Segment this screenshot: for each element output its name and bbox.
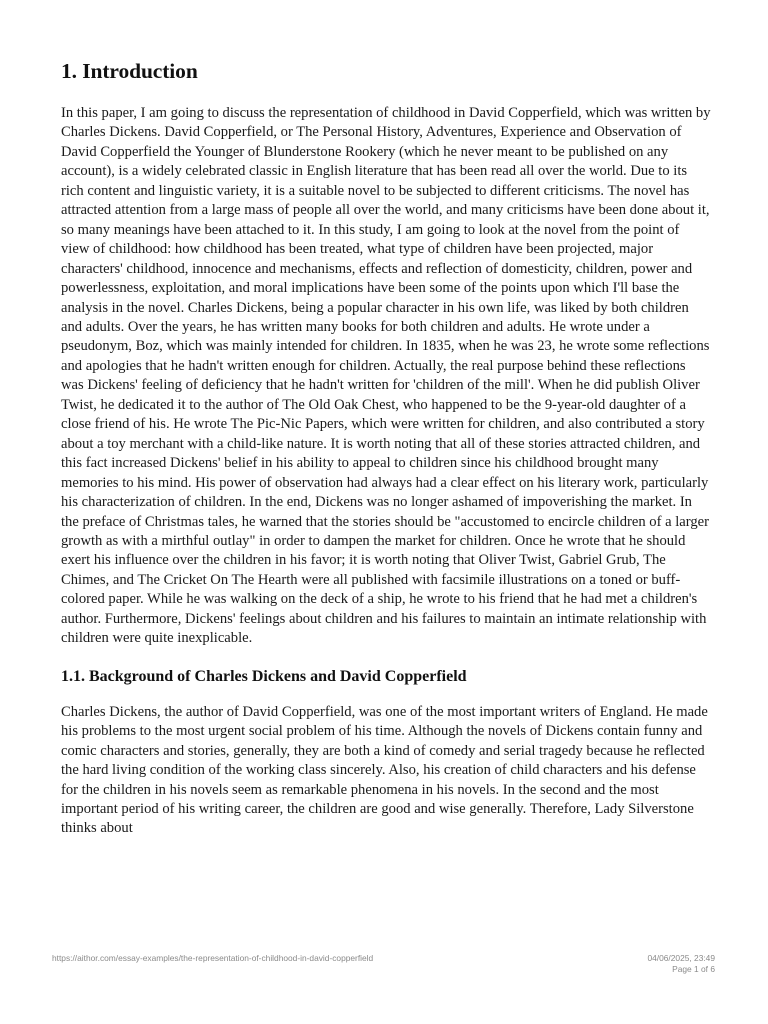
subsection-title: 1.1. Background of Charles Dickens and David Copperfield xyxy=(61,667,467,685)
footer-url[interactable]: https://aithor.com/essay-examples/the-representation-of-childhood-in-david-copperfield xyxy=(52,953,374,963)
background-paragraph: Charles Dickens, the author of David Copperfield, was one of the most important writers of England. He made his problems to the most urgent social problem of his time. Although the novels of Dickens contain funny and comic characters and stories, generally, they are both a kind of comedy and serial tragedy because he reflected the hard living condition of the working class sincerely. Also, his creation of child characters and his defense for the children in his novels seem as remarkable phenomena in his novels. In the second and the most important period of his writing career, the children are good and wise generally. Therefore, Lady Silverstone thinks about xyxy=(61,703,708,837)
footer-datetime: 04/06/2025, 23:49 xyxy=(647,953,715,963)
footer-meta xyxy=(647,953,715,975)
document-content xyxy=(61,56,711,839)
footer-page-indicator: Page 1 of 6 xyxy=(672,964,715,974)
intro-paragraph: In this paper, I am going to discuss the representation of childhood in David Copperfield, which was written by Charles Dickens. David Copperfield, or The Personal History, Adventures, Experience and Observation of David Copperfield the Younger of Blunderstone Rookery (which he never meant to be published on any account), is a widely celebrated classic in English literature that has been read all over the world. Due to its rich content and linguistic variety, it is a suitable novel to be subjected to different criticisms. The novel has attracted attention from a large mass of people all over the world, and many criticisms have been done about it, so many meanings have been attached to it. In this study, I am going to look at the novel from the point of view of childhood: how childhood has been treated, what type of children have been projected, major characters' childhood, innocence and mechanisms, effects and reflection of domesticity, children, power and powerlessness, exploitation, and moral implications have been some of the points upon which I'll base the analysis in the novel. Charles Dickens, being a popular character in his own life, was liked by both children and adults. Over the years, he has written many books for both children and adults. He wrote under a pseudonym, Boz, which was mainly intended for children. In 1835, when he was 23, he wrote some reflections and apologies that he hadn't written enough for children. Actually, the real purpose behind these reflections was Dickens' feeling of deficiency that he hadn't written for 'children of the mill'. When he did publish Oliver Twist, he dedicated it to the author of The Old Oak Chest, who happened to be the 9-year-old daughter of a close friend of his. He wrote The Pic-Nic Papers, which were written for children, and also contributed a story about a toy merchant with a child-like nature. It is worth noting that all of these stories attracted children, and this fact increased Dickens' belief in his ability to appeal to children since his childhood brought many memories to his mind. His power of observation had always had a clear effect on his literary work, particularly his characterization of children. In the end, Dickens was no longer ashamed of impoverishing the market. In the preface of Christmas tales, he warned that the stories should be "accustomed to encircle children of a larger growth as with a mirthful outlay" in order to dampen the market for children. Once he wrote that he should exert his influence over the children in his favor; it is worth noting that Oliver Twist, Gabriel Grub, The Chimes, and The Cricket On The Hearth were all published with facsimile illustrations on a toned or buff-colored paper. While he was walking on the deck of a ship, he wrote to his friend that he had met a children's author. Furthermore, Dickens' feelings about children and his failures to maintain an intimate relationship with children were quite inexplicable. xyxy=(61,105,711,647)
section-title: 1. Introduction xyxy=(61,59,198,83)
